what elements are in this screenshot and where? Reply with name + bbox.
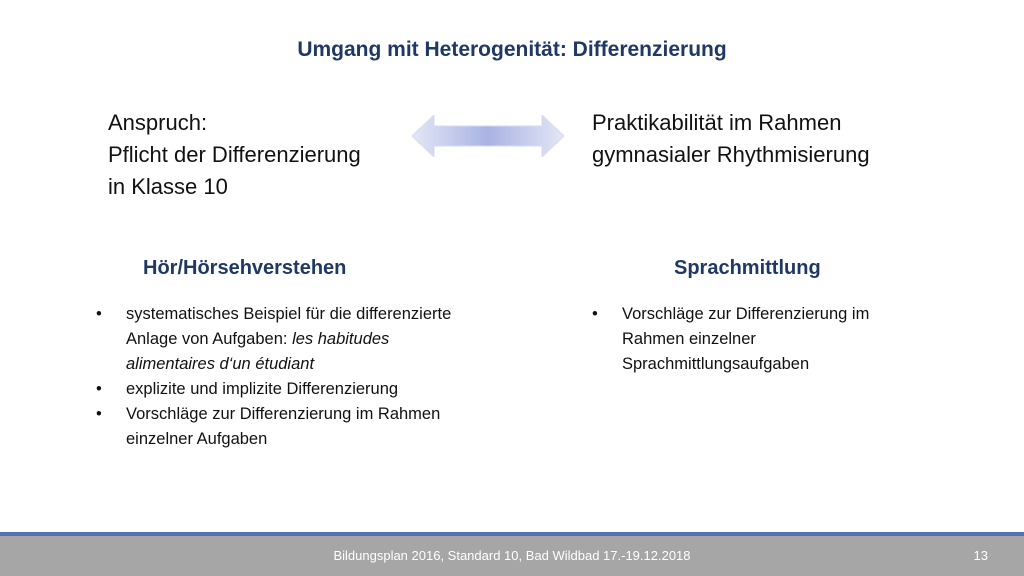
practicability-text-block [592,107,922,171]
list-item: • Vorschläge zur Differenzierung im Rahmen einzelner Aufgaben [92,402,532,452]
practicability-line-2: gymnasialer Rhythmisierung [592,142,870,167]
bullet-icon: • [96,305,102,323]
list-item: • explizite und implizite Differenzierung [92,377,532,402]
list-item: • systematisches Beispiel für die differenzierte Anlage von Aufgaben: les habitudes alimentaires d‘un étudiant [92,302,532,377]
footer-text: Bildungsplan 2016, Standard 10, Bad Wildbad 17.-19.12.2018 [333,548,691,563]
list-item: • Vorschläge zur Differenzierung im Rahmen einzelner Sprachmittlungsaufgaben [588,302,928,377]
listening-bullet-list [92,302,532,452]
example-title-italic: les habitudes [292,330,390,348]
bullet-icon: • [96,380,102,398]
listening-heading: Hör/Hörsehverstehen [143,257,347,279]
example-title-italic-cont: alimentaires d‘un étudiant [126,355,315,373]
bullet-icon: • [96,405,102,423]
claim-line-2: Pflicht der Differenzierung [108,142,361,167]
bullet-icon: • [592,305,598,323]
claim-text-block [108,107,408,203]
mediation-heading: Sprachmittlung [674,257,821,279]
footer-bar [0,536,1024,576]
slide-title: Umgang mit Heterogenität: Differenzierung [297,38,727,61]
page-number: 13 [973,548,988,563]
mediation-bullet-list [588,302,928,377]
double-arrow-icon [412,115,564,157]
claim-line-3: in Klasse 10 [108,174,228,199]
claim-line-1: Anspruch: [108,110,208,135]
practicability-line-1: Praktikabilität im Rahmen [592,110,842,135]
